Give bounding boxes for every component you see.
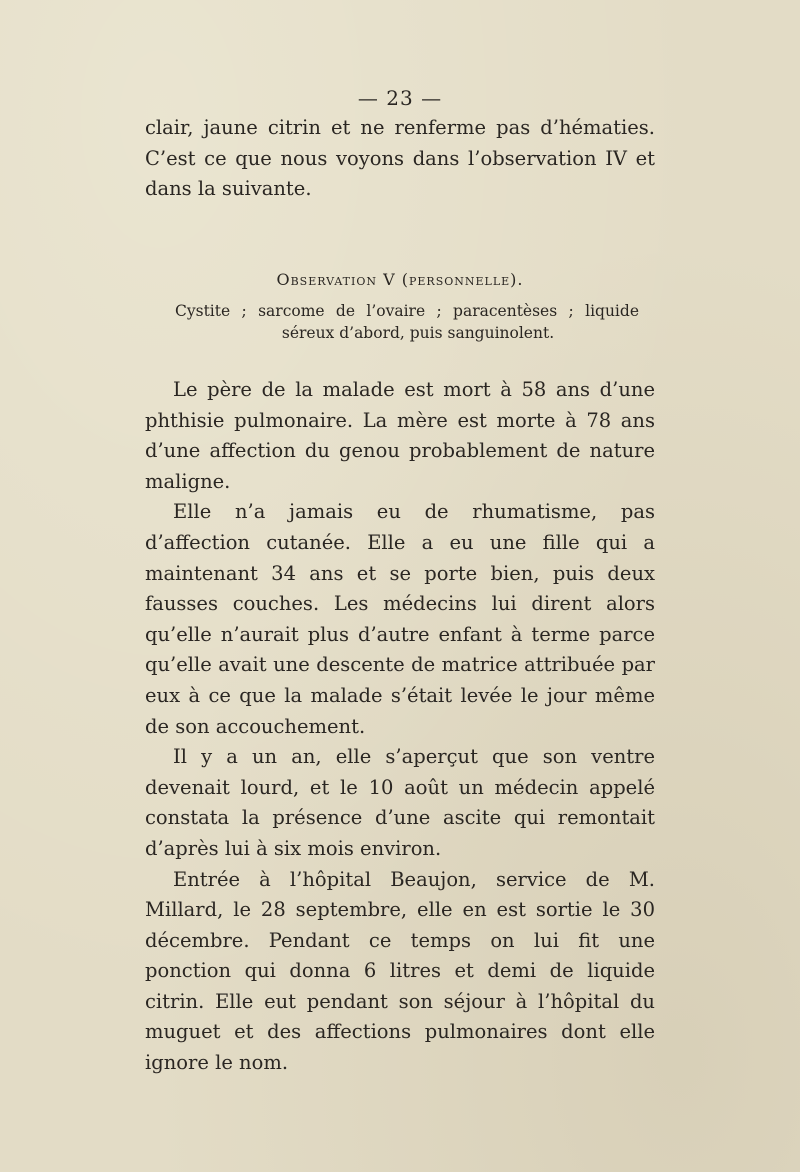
page-number: — 23 — [357, 86, 443, 110]
observation-heading: Observation V (personnelle). [276, 270, 524, 289]
top-paragraph: clair, jaune citrin et ne renferme pas d’hématies. C’est ce que nous voyons dans l’observation IV et dans la suivante. [145, 116, 655, 201]
paragraph: Il y a un an, elle s’aperçut que son ventre devenait lourd, et le 10 août un médecin appelé constata la présence d’une ascite qui remontait d’après lui à six mois environ. [145, 745, 655, 860]
main-text-block [145, 375, 655, 1079]
paragraph: Le père de la malade est mort à 58 ans d’une phthisie pulmonaire. La mère est morte à 78 ans d’une affection du genou probablement de nature maligne. [145, 378, 655, 493]
top-text-block [145, 113, 655, 205]
paragraph: Elle n’a jamais eu de rhumatisme, pas d’affection cutanée. Elle a eu une fille qui a maintenant 34 ans et se porte bien, puis deux fausses couches. Les médecins lui dirent alors qu’elle n’aurait plus d’autre enfant à terme parce qu’elle avait une descente de matrice attribuée par eux à ce que la malade s’était levée le jour même de son accouchement. [145, 500, 655, 738]
observation-summary: Cystite ; sarcome de l’ovaire ; paracentèses ; liquide séreux d’abord, puis sanguinolent. [175, 302, 639, 342]
paragraph: Entrée à l’hôpital Beaujon, service de M. Millard, le 28 septembre, elle en est sortie le 30 décembre. Pendant ce temps on lui fit une ponction qui donna 6 litres et demi de liquide citrin. Elle eut pendant son séjour à l’hôpital du muguet et des affections pulmonaires dont elle ignore le nom. [145, 867, 655, 1075]
